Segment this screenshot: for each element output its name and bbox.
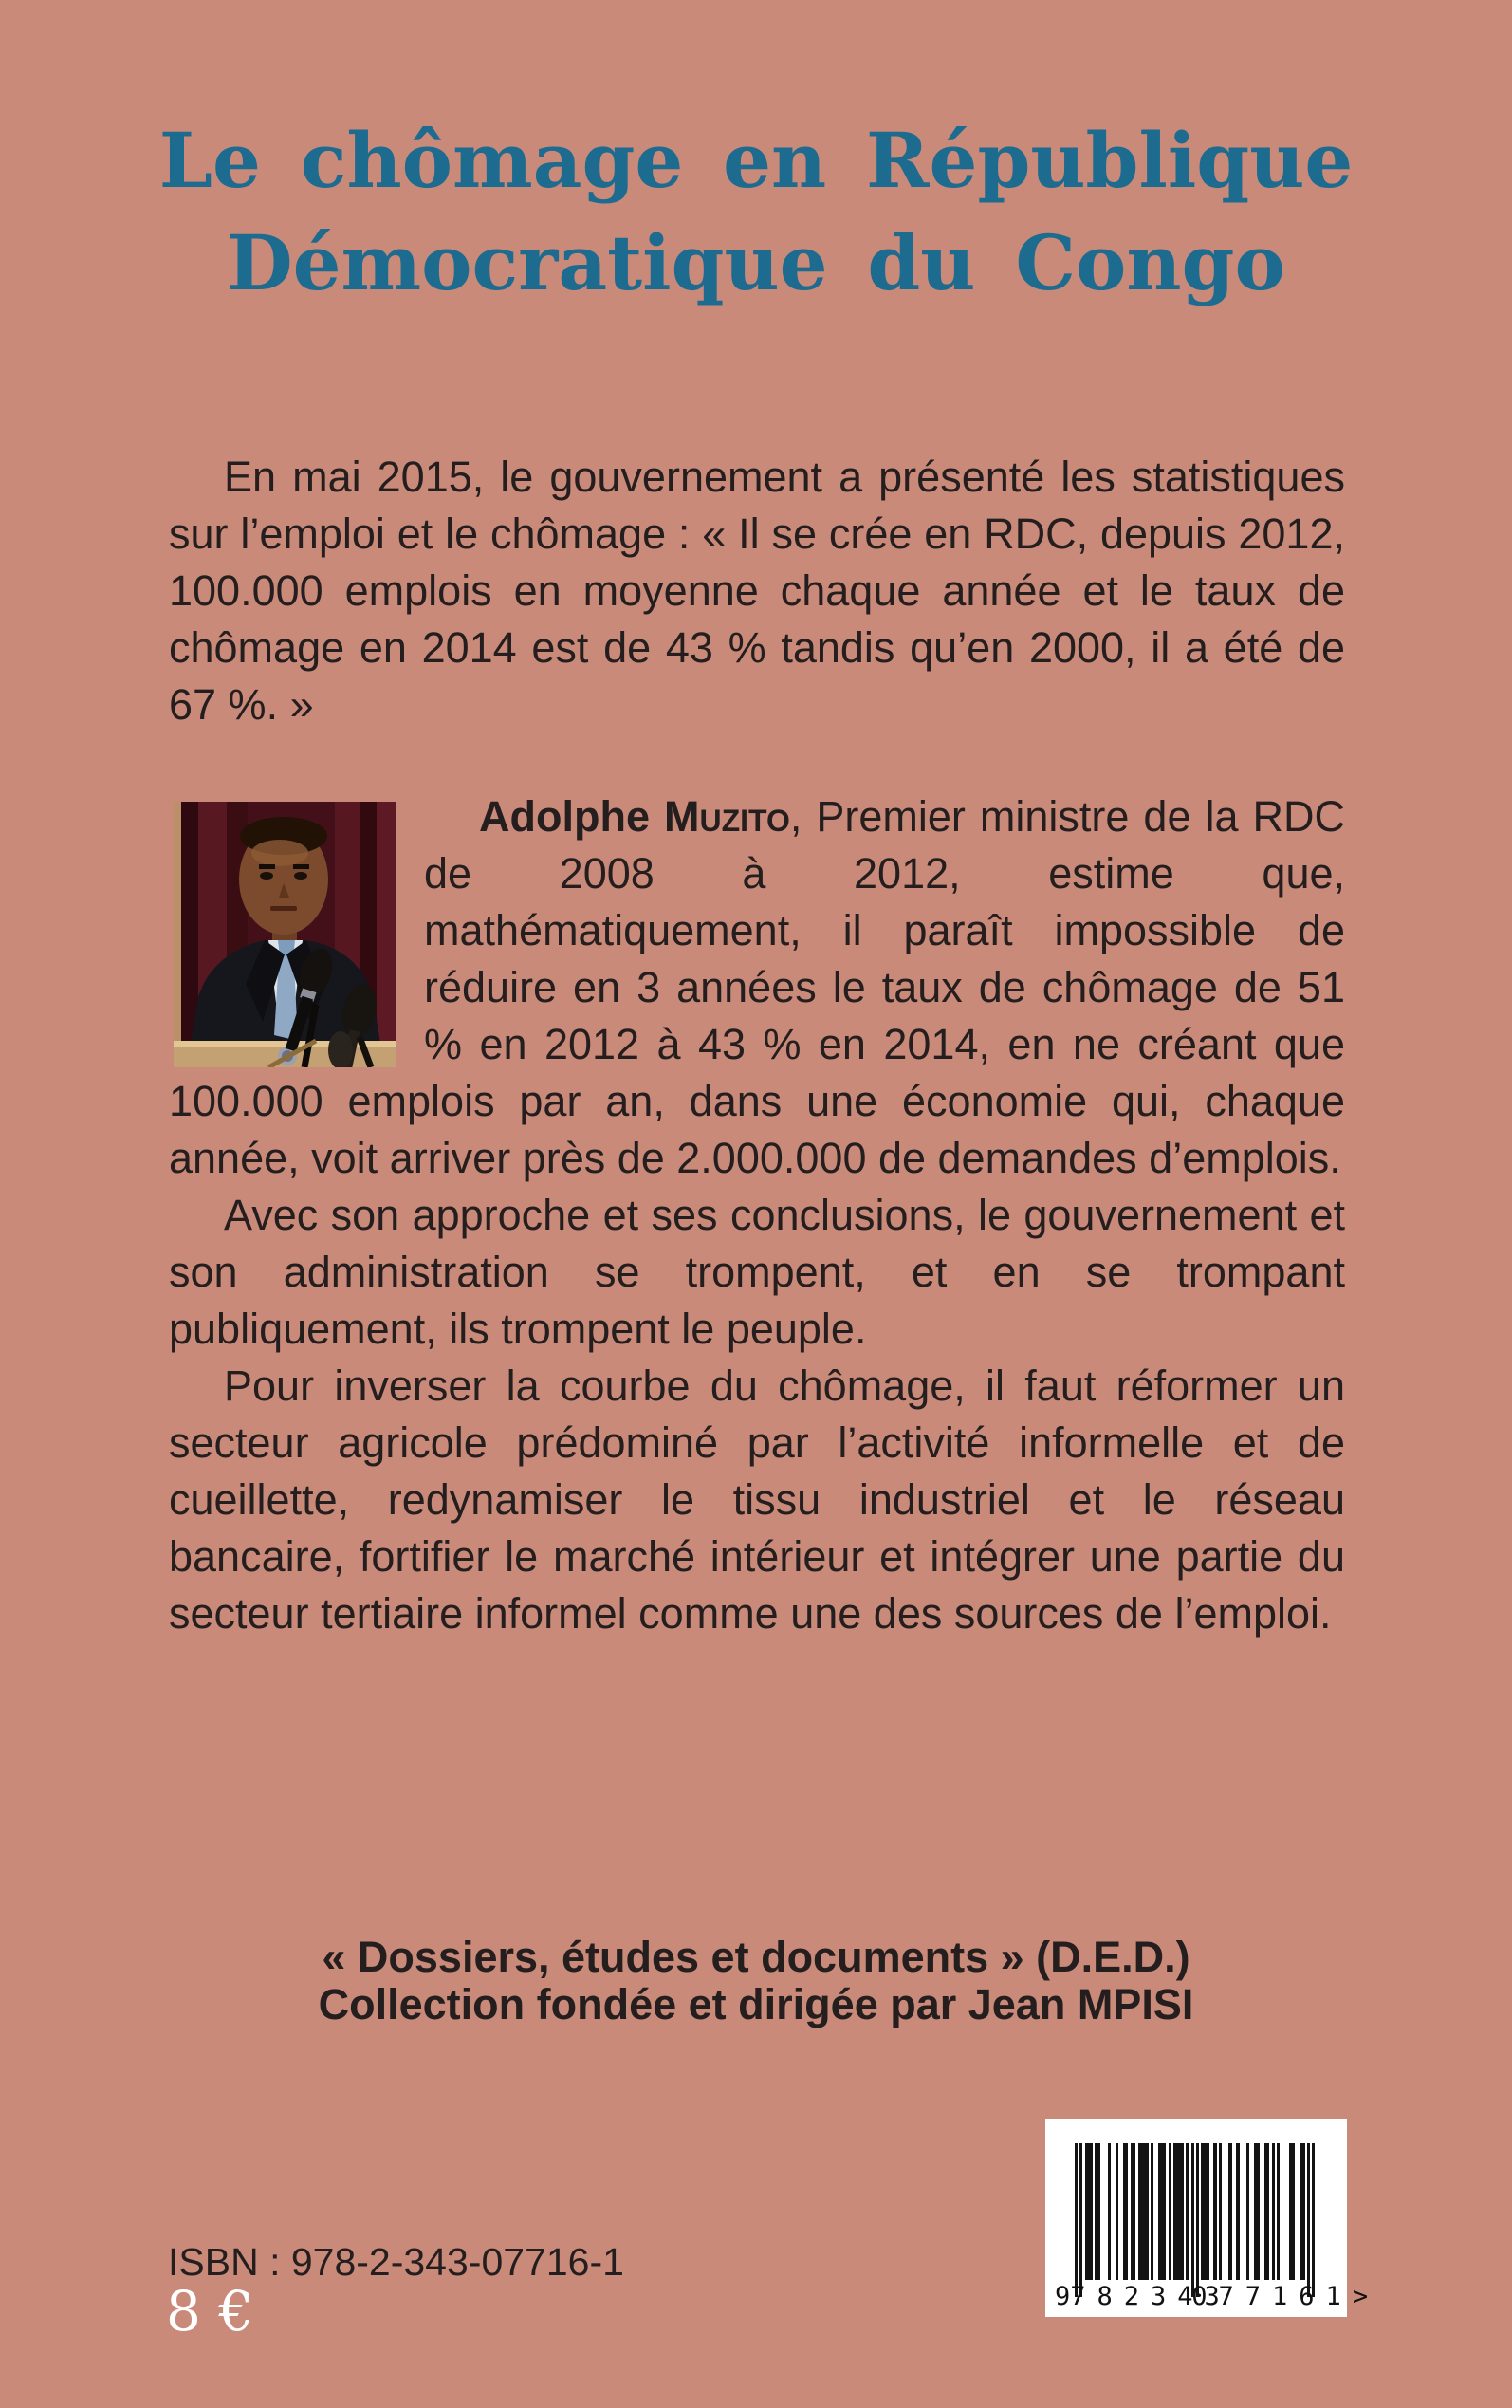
- muzito-photo-illustration: [174, 802, 396, 1067]
- paragraph-reform: Pour inverser la courbe du chômage, il faut réformer un secteur agricole prédominé par l’activité informelle et de cueillette, redynamiser le tissu industriel et le réseau bancaire, fortifier le marché intérieur et intégrer une partie du secteur tertiaire informel comme une des sources de l’emploi.: [169, 1361, 1345, 1638]
- collection-name: « Dossiers, études et documents » (D.E.D.): [322, 1933, 1190, 1981]
- muzito-photo: [174, 802, 396, 1067]
- price: 8 €: [166, 2279, 254, 2343]
- muzito-last-name: Muzito: [663, 792, 790, 841]
- collection-director: Collection fondée et dirigée par Jean MPISI: [318, 1980, 1194, 2028]
- muzito-name: [479, 792, 790, 841]
- book-title: [0, 109, 1512, 314]
- back-cover-text: [169, 449, 1345, 1642]
- muzito-first-name: Adolphe: [479, 792, 664, 841]
- isbn: ISBN : 978-2-343-07716-1: [168, 2240, 624, 2284]
- paragraph-conclusion: Avec son approche et ses conclusions, le gouvernement et son administration se trompent, et en se trompant publiquement, ils trompent le peuple.: [169, 1191, 1345, 1353]
- barcode-group-right: 077161: [1191, 2282, 1353, 2311]
- barcode: [1045, 2119, 1369, 2317]
- barcode-digits: [1055, 2282, 1369, 2311]
- paragraph-muzito: [169, 788, 1345, 1187]
- barcode-group-left: 782343: [1070, 2282, 1231, 2311]
- paragraph-muzito-text: , Premier ministre de la RDC de 2008 à 2012, estime que, mathématiquement, il paraît impossible de réduire en 3 années le taux de chômage de 51 % en 2012 à 43 % en 2014, en ne créant que 100.000 emplois par an, dans une économie qui, chaque année, voit arriver près de 2.000.000 de demandes d’emplois.: [169, 792, 1345, 1182]
- paragraph-government-quote: En mai 2015, le gouvernement a présenté les statistiques sur l’emploi et le chômage : « Il se crée en RDC, depuis 2012, 100.000 emplois en moyenne chaque année et le taux de chômage en 2014 est de 43 % tandis qu’en 2000, il a été de 67 %. »: [169, 453, 1345, 729]
- collection-info: [0, 1934, 1512, 2028]
- barcode-bars: [1075, 2143, 1315, 2297]
- book-title-line1: Le chômage en République: [158, 116, 1354, 205]
- barcode-digit-9: 9: [1055, 2282, 1071, 2311]
- book-title-line2: Démocratique du Congo: [227, 218, 1285, 307]
- barcode-arrow: >: [1352, 2282, 1369, 2311]
